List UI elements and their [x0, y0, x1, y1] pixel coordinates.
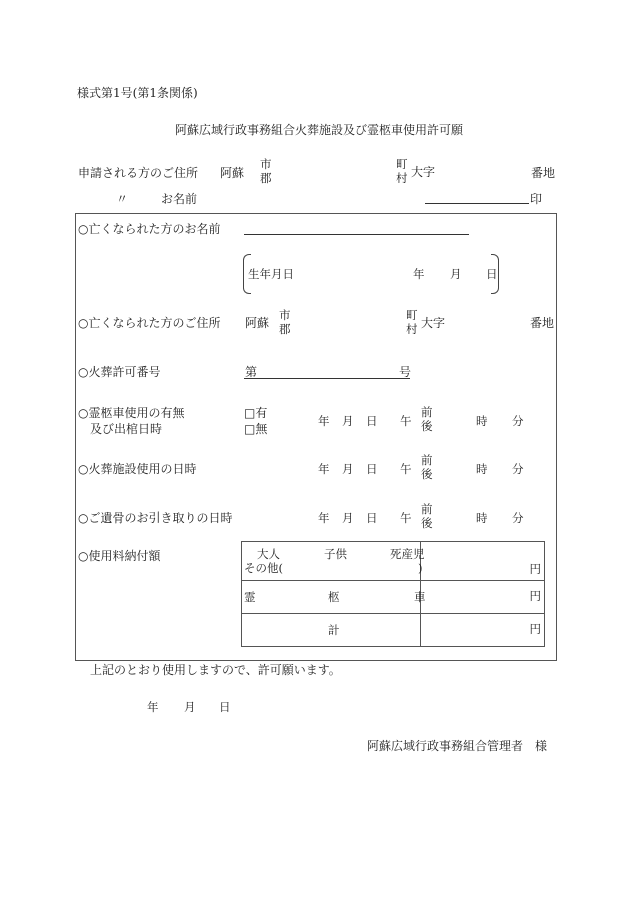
pm-text: 後	[421, 467, 433, 481]
date-year: 年	[147, 700, 159, 714]
dt-month: 月	[342, 511, 354, 525]
adult-text: 大人	[257, 547, 280, 561]
gun-text: 郡	[279, 322, 291, 336]
dt-day: 日	[366, 511, 378, 525]
stillborn-text: 死産児	[390, 547, 425, 561]
dt-year: 年	[318, 414, 330, 428]
dt-year: 年	[318, 462, 330, 476]
yen-unit: 円	[529, 589, 541, 603]
mura-text: 村	[406, 322, 418, 336]
applicant-oaza: 大字	[411, 165, 436, 179]
dt-ampm	[421, 502, 433, 530]
hearse-label-2: 及び出棺日時	[90, 422, 163, 436]
total-label: 計	[328, 623, 340, 637]
fee-hearse-amount[interactable]	[421, 581, 545, 614]
birth-day: 日	[486, 267, 498, 281]
am-text: 前	[421, 502, 433, 516]
hearse-c3: 車	[414, 590, 426, 604]
other-close-text: )	[418, 561, 423, 575]
fee-persons-amount[interactable]	[421, 542, 545, 581]
hearse-yes-checkbox[interactable]: □有	[244, 406, 268, 420]
applicant-name-field[interactable]	[425, 203, 529, 204]
yen-unit: 円	[529, 562, 541, 576]
deceased-shi-gun	[279, 308, 291, 336]
applicant-banchi: 番地	[531, 166, 556, 180]
other-open-text: その他(	[244, 561, 283, 575]
applicant-name-label: お名前	[161, 192, 198, 206]
permit-prefix: 第	[245, 365, 258, 379]
permit-number-field[interactable]	[244, 378, 410, 379]
dt-year: 年	[318, 511, 330, 525]
deceased-address-label: ○亡くなられた方のご住所	[78, 316, 221, 330]
dt-ampm	[421, 405, 433, 433]
shi-text: 市	[279, 308, 291, 322]
seal-mark: 印	[530, 192, 543, 206]
applicant-machi-mura	[396, 157, 408, 185]
machi-text: 町	[396, 157, 408, 171]
machi-text: 町	[406, 308, 418, 322]
fee-row-persons	[242, 542, 545, 581]
deceased-aso: 阿蘇	[245, 316, 270, 330]
dt-day: 日	[366, 462, 378, 476]
date-day: 日	[219, 700, 231, 714]
hearse-c2: 柩	[328, 590, 340, 604]
dt-hour: 時	[476, 414, 488, 428]
cremation-label: ○火葬施設使用の日時	[78, 462, 197, 476]
ditto-mark: 〃	[116, 192, 129, 206]
dt-minute: 分	[512, 511, 524, 525]
am-text: 前	[421, 405, 433, 419]
dt-hour: 時	[476, 462, 488, 476]
dt-hour: 時	[476, 511, 488, 525]
dt-ampm	[421, 453, 433, 481]
mura-text: 村	[396, 171, 408, 185]
deceased-banchi: 番地	[530, 316, 555, 330]
permit-suffix: 号	[399, 365, 412, 379]
yen-unit: 円	[529, 622, 541, 636]
hearse-c1: 霊	[244, 590, 256, 604]
shi-text: 市	[260, 157, 272, 171]
fee-row-total	[242, 614, 545, 647]
birth-year: 年	[413, 267, 425, 281]
fee-label: ○使用料納付額	[78, 549, 161, 563]
child-text: 子供	[324, 547, 347, 561]
deceased-machi-mura	[406, 308, 418, 336]
applicant-shi-gun	[260, 157, 272, 185]
statement: 上記のとおり使用しますので、許可願います。	[90, 663, 341, 677]
dt-day: 日	[366, 414, 378, 428]
form-number: 様式第1号(第1条関係)	[77, 86, 198, 100]
deceased-name-field[interactable]	[244, 234, 469, 235]
gun-text: 郡	[260, 171, 272, 185]
hearse-no-checkbox[interactable]: □無	[244, 422, 268, 436]
dt-month: 月	[342, 414, 354, 428]
fee-total-amount[interactable]	[421, 614, 545, 647]
birth-month: 月	[450, 267, 462, 281]
dt-minute: 分	[512, 414, 524, 428]
pm-text: 後	[421, 516, 433, 530]
right-bracket	[491, 254, 499, 294]
dt-go: 午	[400, 414, 412, 428]
applicant-address-label: 申請される方のご住所	[78, 166, 199, 180]
deceased-oaza: 大字	[421, 316, 446, 330]
applicant-aso: 阿蘇	[220, 166, 245, 180]
dt-minute: 分	[512, 462, 524, 476]
page-title: 阿蘇広域行政事務組合火葬施設及び霊柩車使用許可願	[175, 123, 464, 137]
addressee: 阿蘇広域行政事務組合管理者 様	[367, 739, 548, 753]
deceased-name-label: ○亡くなられた方のお名前	[78, 222, 221, 236]
fee-row-hearse	[242, 581, 545, 614]
permit-label: ○火葬許可番号	[78, 365, 161, 379]
dt-month: 月	[342, 462, 354, 476]
fee-table	[241, 541, 545, 647]
date-month: 月	[184, 700, 196, 714]
dt-go: 午	[400, 462, 412, 476]
ashes-label: ○ご遺骨のお引き取りの日時	[78, 511, 233, 525]
pm-text: 後	[421, 419, 433, 433]
am-text: 前	[421, 453, 433, 467]
birth-label: 生年月日	[248, 267, 294, 281]
hearse-label-1: ○霊柩車使用の有無	[78, 406, 185, 420]
dt-go: 午	[400, 511, 412, 525]
